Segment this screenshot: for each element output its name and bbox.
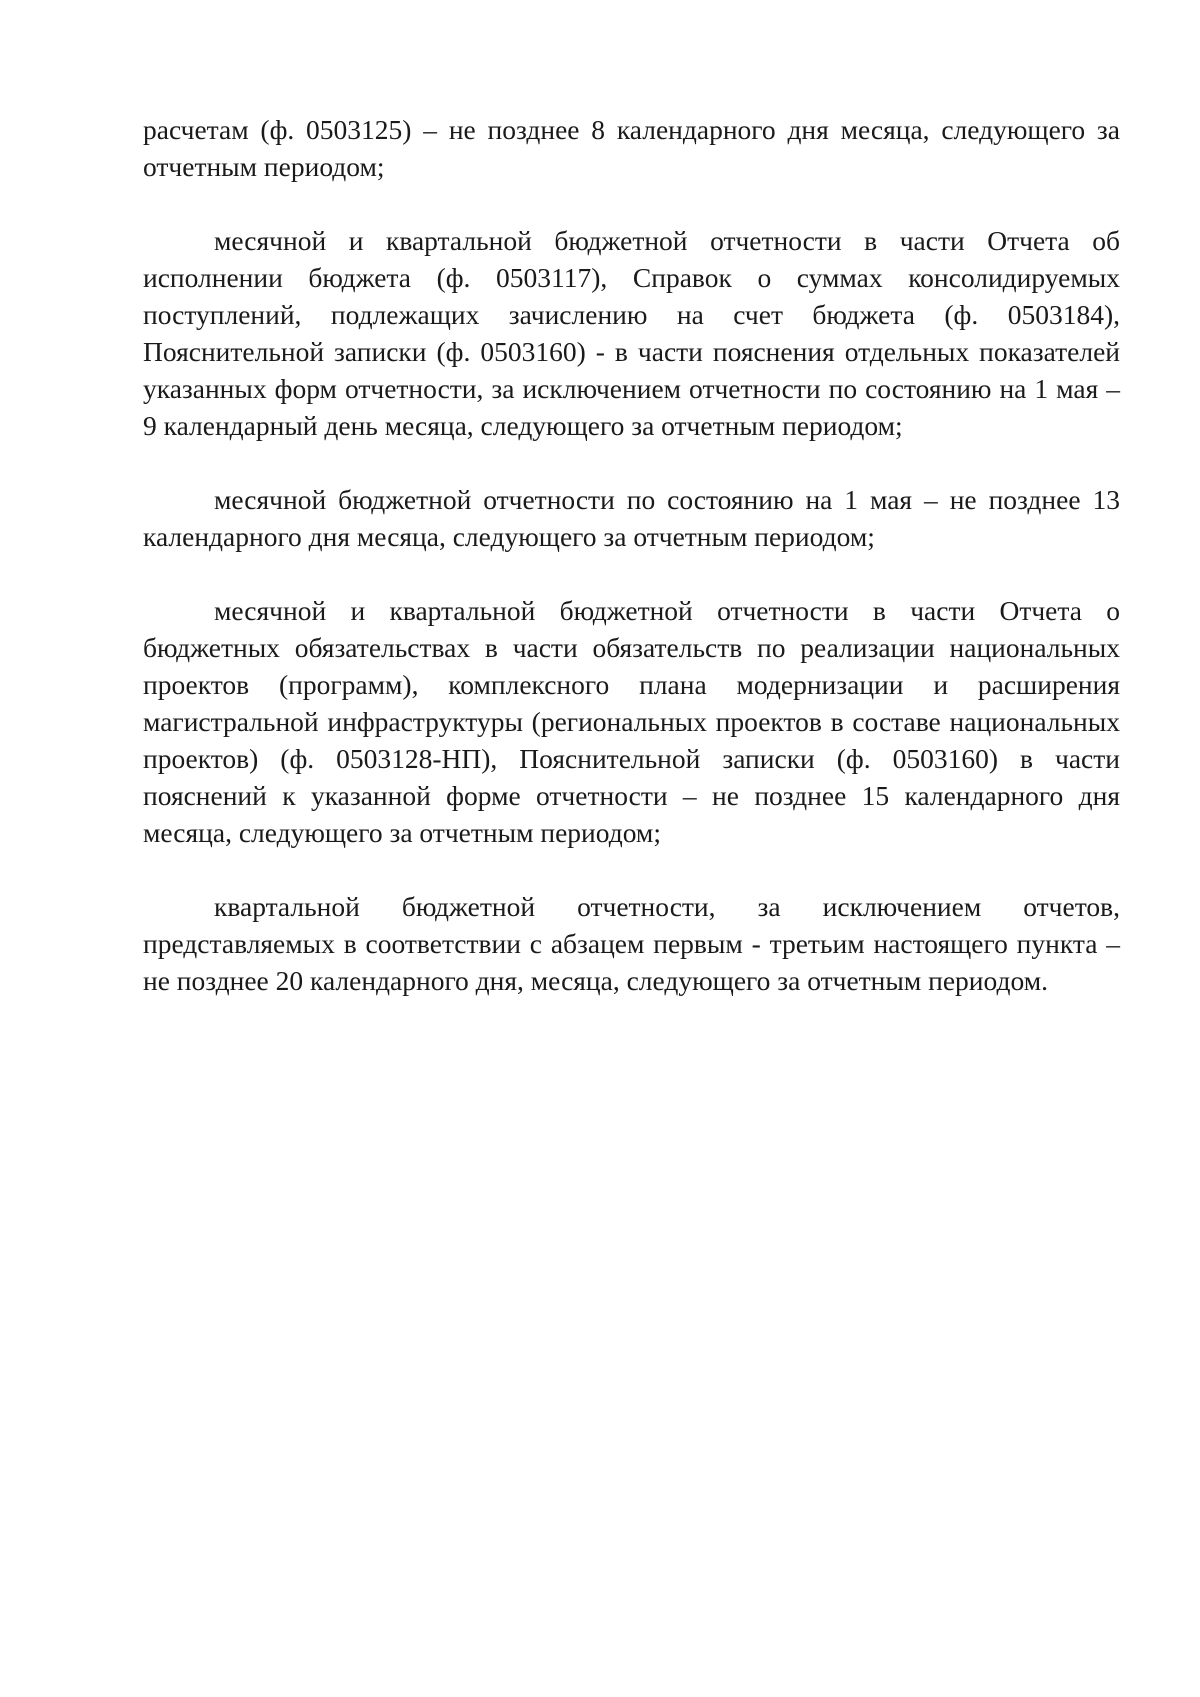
document-page: [143, 111, 1120, 1036]
paragraph-monthly-report-may: месячной бюджетной отчетности по состоянию на 1 мая – не позднее 13 календарного дня месяца, следующего за отчетным периодом;: [143, 484, 1120, 552]
paragraph-budget-report-execution: месячной и квартальной бюджетной отчетности в части Отчета об исполнении бюджета (ф. 0503117), Справок о суммах консолидируемых поступлений, подлежащих зачислению на счет бюджета (ф. 0503184), Пояснительной записки (ф. 0503160) - в части пояснения отдельных показателей указанных форм отчетности, за исключением отчетности по состоянию на 1 мая – 9 календарный день месяца, следующего за отчетным периодом;: [143, 225, 1120, 441]
paragraph-quarterly-report: квартальной бюджетной отчетности, за исключением отчетов, представляемых в соответствии с абзацем первым - третьим настоящего пункта – не позднее 20 календарного дня, месяца, следующего за отчетным периодом.: [143, 891, 1120, 996]
paragraph-continuation: расчетам (ф. 0503125) – не позднее 8 календарного дня месяца, следующего за отчетным периодом;: [143, 114, 1120, 182]
paragraph-national-projects-report: месячной и квартальной бюджетной отчетности в части Отчета о бюджетных обязательствах в части обязательств по реализации национальных проектов (программ), комплексного плана модернизации и расширения магистральной инфраструктуры (региональных проектов в составе национальных проектов) (ф. 0503128-НП), Пояснительной записки (ф. 0503160) в части пояснений к указанной форме отчетности – не позднее 15 календарного дня месяца, следующего за отчетным периодом;: [143, 595, 1120, 848]
